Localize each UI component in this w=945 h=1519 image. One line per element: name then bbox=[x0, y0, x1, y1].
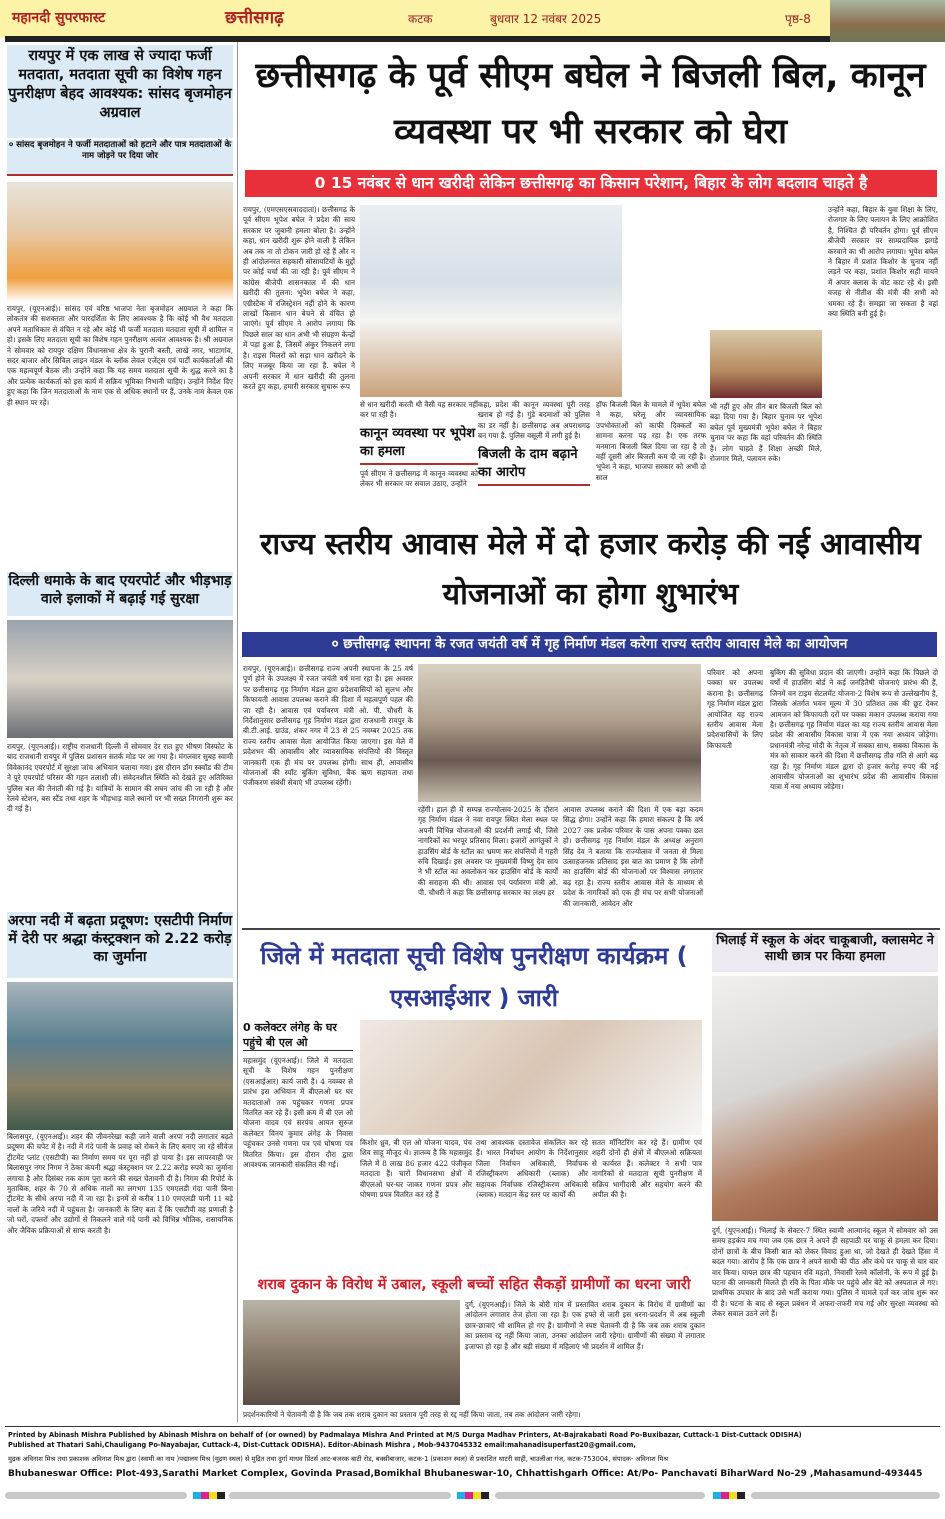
header-divider bbox=[5, 36, 830, 42]
sir-col-3: तथा आवश्यक दस्तावेज संकलित कर रहे हैं। भारत निर्वाचन आयोग के निर्देशानुसार जिला निर्वाचन अधिकारी, निर्वाचक रजिस्ट्रीकरण अधिकारी (ब्लाक) और सहायक निर्वाचक रजिस्ट्रीकरण अधिकारी (ब्लाक) मतदान केंद्र स्तर पर कार्यों की bbox=[476, 1138, 588, 1200]
housing-headline: राज्य स्तरीय आवास मेले में दो हजार करोड़ की नई आवासीय योजनाओं का होगा शुभारंभ bbox=[260, 527, 921, 612]
office-addresses: Bhubaneswar Office: Plot-493,Sarathi Market Complex, Govinda Prasad,Bomikhal Bhubaneswar-10, Chhattishgarh Office: At/Po- Panchavati BiharWard No-29 ,Mahasamund-493445 bbox=[8, 1469, 923, 1479]
cmyk-marks bbox=[457, 1492, 489, 1499]
column-rule bbox=[237, 42, 238, 1422]
lead-col-2b-text: पूर्व सीएम ने छत्तीसगढ़ में कानून व्यवस्था को लेकर भी सरकार पर सवाल उठाए, उन्होंने bbox=[360, 468, 478, 489]
baghel-photo bbox=[360, 205, 622, 397]
lead-col-3 bbox=[478, 400, 590, 490]
cmyk-marks bbox=[713, 1492, 745, 1499]
housing-col-4: परिवार को अपना पक्का घर उपलब्ध कराना है। छत्तीसगढ़ गृह निर्माण मंडल द्वारा आयोजित यह राज्य स्तरीय आवास मेला प्रदेशवासियों के लिए किफायती bbox=[707, 668, 763, 750]
liquor-last: प्रदर्शनकारियों ने चेतावनी दी है कि जब तक शराब दुकान का प्रस्ताव पूरी तरह से रद्द नहीं किया जाता, तब तक आंदोलन जारी रहेगा। bbox=[243, 1410, 581, 1419]
housing-col-3: आवास उपलब्ध कराने की दिशा में एक बड़ा कदम सिद्ध होगा। उन्होंने कहा कि हमारा संकल्प है कि वर्ष 2027 तक प्रत्येक परिवार के पास अपना पक्का छत हो। छत्तीसगढ़ गृह निर्माण मंडल के अध्यक्ष अनुराग सिंह देव ने बताया कि राज्योत्सव में जनता से मिला उत्साहजनक प्रतिसाद इस बात का प्रमाण है कि लोगों का हाउसिंग बोर्ड की योजनाओं पर विश्वास लगातार बढ़ रहा है। राज्य स्तरीय आवास मेले के माध्यम से प्रदेश के नागरिकों को एक ही मंच पर सभी योजनाओं की जानकारी, आवेदन और bbox=[563, 805, 703, 908]
protest-photo bbox=[243, 1300, 460, 1405]
knife-photo bbox=[712, 976, 938, 1221]
reg-bar bbox=[751, 1492, 940, 1499]
subhead-electricity: बिजली के दाम बढ़ाने का आरोप bbox=[478, 446, 590, 486]
sir-col-4: सतत मॉनिटरिंग कर रहे हैं। ग्रामीण एवं शहरी दोनों ही क्षेत्रों में बीएलओ सक्रियता से कार्यरत हैं। कलेक्टर ने सभी पात्र नागरिकों से मतदाता सूची पुनरीक्षण में सक्रिय भागीदारी और सहयोग करने की अपील की है। bbox=[592, 1138, 702, 1200]
masthead bbox=[0, 0, 945, 38]
lead-col-4: हॉफ बिजली बिल के मामले में भूपेश बघेल ने कहा, घरेलू और व्यावसायिक उपभोक्ताओं को काफी दिक्कतों का सामना करना पड़ रहा है। एक तरफ मनमाना बिजली बिल दिया जा रहा है तो वहीं दूसरी ओर बिजली कम दी जा रही है। भूपेश ने कहा, भाजपा सरकार को अभी दो साल bbox=[596, 400, 706, 482]
sir-col-1: महासमुंद (यूएनआई)। जिले में मतदाता सूची के विशेष गहन पुनरीक्षण (एसआईआर) कार्य जारी है। 4 नवम्बर से प्रारंभ इस अभियान में बीएलओ घर घर मतदाताओं तक पहुंचकर गणना प्रपत्र वितरित कर रहे हैं। इसी क्रम में बी एल ओ योजना वादव एवं सरपंच आयत सुरुज कलेक्टर विनय कुमार लंगेह के निवास पहुंचकर उनसे गणना पत्र एवं घोषणा पत्र वितरित किया। इस दौरान दौरा द्वारा आवश्यक जानकारी संकलित की गई। bbox=[243, 1056, 353, 1170]
housing-col-1: रायपुर, (यूएनआई)। छत्तीसगढ़ राज्य अपनी स्थापना के 25 वर्ष पूर्ण होने के उपलक्ष्य में रजत जयंती वर्ष मना रहा है। इस अवसर पर छत्तीसगढ़ गृह निर्माण मंडल द्वारा प्रदेशवासियों को सुलभ और किफायती आवास उपलब्ध कराने की दिशा में महत्वपूर्ण पहल की जा रही है। आवास एवं पर्यावरण मंत्री ओ. पी. चौधरी के निर्देशानुसार छत्तीसगढ़ गृह निर्माण मंडल द्वारा राजधानी रायपुर के बी.टी.आई. ग्राउंड, शंकर नगर में 23 से 25 नवम्बर 2025 तक राज्य स्तरीय आवास मेला आयोजित किया जाएगा। इस मेले में प्रदेशभर की आवासीय और व्यावसायिक संपत्तियों की विस्तृत जानकारी एक ही मंच पर उपलब्ध होगी। साथ ही, आवासीय योजनाओं की स्पॉट बुकिंग सुविधा, बैंक ऋण सहायता तथा पंजीकरण संबंधी सेवाएं भी उपलब्ध रहेंगी। bbox=[243, 664, 413, 788]
housing-strap: ० छत्तीसगढ़ स्थापना के रजत जयंती वर्ष में गृह निर्माण मंडल करेगा राज्य स्तरीय आवास मेले का आयोजन bbox=[242, 632, 937, 657]
registration-strip bbox=[5, 1492, 940, 1500]
housing-col-5: बुकिंग की सुविधा प्रदान की जाएगी। उन्होंने कहा कि पिछले दो वर्षों में हाउसिंग बोर्ड ने कई जनहितैषी योजनाएं प्रारंभ की हैं, जिनमें वन टाइम सेटलमेंट योजना-2 विशेष रूप से उल्लेखनीय है, जिसके अंतर्गत भवन मूल्य में 30 प्रतिशत तक की छूट देकर आमजन को किफायती दरों पर पक्का मकान उपलब्ध कराया गया है। छत्तीसगढ़ गृह निर्माण मंडल का यह राज्य स्तरीय आवास मेला प्रदेश की आवासीय विकास यात्रा में एक नया अध्याय जोड़ेगा। प्रधानमंत्री नरेन्द्र मोदी के नेतृत्व में सबका साथ, सबका विकास के मंत्र को साकार करने की दिशा में छत्तीसगढ़ तीव्र गति से आगे बढ़ रहा है। गृह निर्माण मंडल द्वारा दो हजार करोड़ रुपए की नई आवासीय योजनाओं का शुभारंभ प्रदेश की आवासीय विकास यात्रा में नया अध्याय जोड़ेगा। bbox=[770, 668, 938, 792]
airport-photo bbox=[7, 620, 233, 738]
reg-bar bbox=[495, 1492, 705, 1499]
knife-body: दुर्ग, (यूएनआई)। भिलाई के सेक्टर-7 स्थित स्वामी आत्मानंद स्कूल में सोमवार को उस समय हड़कंप मच गया जब एक छात्र ने अपने ही सहपाठी पर चाकू से हमला कर दिया। दोनों छात्रों के बीच किसी बात को लेकर विवाद हुआ था, जो देखते ही देखते हिंसा में बदल गया। आरोप है कि एक छात्र ने अपने साथी की पीठ और कंधे पर चाकू से चार बार वार किया। घायल छात्र की पहचान रवि महतो, निवासी रेलवे कॉलोनी, के रूप में हुई है। घटना की जानकारी मिलते ही रवि के पिता मौके पर पहुंचे और बेटे को अस्पताल ले गए। प्राथमिक उपचार के बाद उसे भर्ती कराया गया। पुलिस ने मामले दर्ज कर जांच शुरू कर दी है। घटना के बाद से स्कूल प्रबंधन में अफरा-तफरी मच गई और सुरक्षा व्यवस्था को लेकर सवाल उठने लगे हैं। bbox=[712, 1226, 938, 1319]
section-rule bbox=[242, 928, 940, 930]
housing-col-2: रहेंगी। हाल ही में सम्पन्न राज्योत्सव-2025 के दौरान गृह निर्माण मंडल ने नवा रायपुर स्थित मेला स्थल पर अपनी विभिन्न योजनाओं की प्रदर्शनी लगाई थी, जिसे नागरिकों का भरपूर प्रतिसाद मिला। हजारों आगंतुकों ने हाउसिंग बोर्ड के स्टॉल का भ्रमण कर संपत्तियों में गहरी रुचि दिखाई। इस अवसर पर मुख्यमंत्री विष्णु देव साय ने भी स्टॉल का अवलोकन कर हाउसिंग बोर्ड के कार्यों की सराहना की थी। आवास एवं पर्यावरण मंत्री ओ. पी. चौधरी ने कहा कि छत्तीसगढ़ सरकार का लक्ष्य हर bbox=[418, 805, 558, 898]
cmyk-marks bbox=[193, 1492, 225, 1499]
meeting-photo bbox=[418, 664, 701, 802]
section-name: छत्तीसगढ़ bbox=[225, 8, 284, 28]
temple-photo bbox=[830, 0, 945, 42]
lead-col-6: उन्होंने कहा, बिहार के युवा शिक्षा के लिए, रोजगार के लिए पलायन के लिए आक्रोशित है, निश्चित ही परिवर्तन होगा। पूर्व सीएम बीजेपी सरकार पर साम्प्रदायिक झगड़े करवाने का भी आरोप लगाया। भूपेश बघेल ने बिहार में प्रशांत किशोर के चुनाव नहीं लड़ने पर कहा, प्रशांत किशोर सही मायने में अपार क्लास के वोट काट रहे थे। इसी वजह से नीतीश की मंत्री की सभी को धमका रहे हैं। समझा जा सकता है वहां क्या स्थिति बनी हुई है। bbox=[828, 205, 938, 319]
left-body-1: रायपुर, (यूएनआई)। सांसद एवं वरिष्ठ भाजपा नेता बृजमोहन अग्रवाल ने कहा कि लोकतंत्र की सशक्तता और पारदर्शिता के लिए आवश्यक है कि कोई भी वैध मतदाता अपने मताधिकार से वंचित न रहे और कोई भी फर्जी मतदाता मतदाता सूची में शामिल न हो। इसके लिए मतदाता सूची का विशेष गहन पुनरीक्षण अत्यंत आवश्यक है। श्री अग्रवाल ने सोमवार को रायपुर दक्षिण विधानसभा क्षेत्र के पुरानी बस्ती, लाखे नगर, भाटागांव, सदर बाजार और सिविल लाइन मंडल के ब्लॉक लेवल एजेंट्स एवं पार्टी कार्यकर्ताओं की एक महत्वपूर्ण बैठक ली। उन्होंने कहा कि यह समय मतदाता सूची के शुद्ध करने का है और प्रत्येक कार्यकर्ता को इस कार्य में सक्रिय भूमिका निभानी चाहिए। उन्होंने निर्देश दिए हुए कहा कि जिन मतदाताओं के नाम एक से अधिक स्थानों पर हैं, उनके नाम केवल एक ही स्थान पर रहें। bbox=[7, 304, 233, 407]
liquor-headline: शराब दुकान के विरोध में उबाल, स्कूली बच्चों सहित सैकड़ों ग्रामीणों का धरना जारी bbox=[257, 1277, 691, 1293]
lead-col-5: भी नहीं हुए और तीन बार बिजली बिल को बढ़ा दिया गया है। बिहार चुनाव पर भूपेश बघेल पूर्व मुख्यमंत्री भूपेश बघेल ने बिहार चुनाव पर कहा कि वहां परिवर्तन की स्थिति है। लोग चाहते हैं शिक्षा अच्छी मिले, रोजगार मिले, पलायन रुके। bbox=[710, 402, 822, 464]
reg-bar bbox=[5, 1492, 187, 1499]
river-photo bbox=[7, 982, 233, 1130]
date: बुधवार 12 नवंबर 2025 bbox=[490, 12, 602, 26]
woman-photo bbox=[710, 330, 822, 398]
subhead-law: कानून व्यवस्था पर भूपेश का हमला bbox=[360, 425, 478, 465]
lead-col-2-text: से धान खरीदी करती थी वैसी यह सरकार नहीं कर पा रही है। bbox=[360, 400, 478, 420]
left-body-2: रायपुर, (यूएनआई)। राष्ट्रीय राजधानी दिल्ली में सोमवार देर रात हुए भीषण विस्फोट के बाद राजधानी रायपुर में पुलिस प्रशासन सतर्क मोड पर आ गया है। मंगलवार सुबह स्वामी विवेकानंद एयरपोर्ट में सुरक्षा जांच अभियान चलाया गया। इस दौरान डॉग स्क्वॉड की टीम ने पूरे एयरपोर्ट परिसर की गहन तलाशी ली। संवेदनशील स्थिति को देखते हुए अतिरिक्त पुलिस बल की तैनाती की गई है। यात्रियों के सामान की सघन जांच की जा रही है और रेलवे स्टेशन, बस स्टैंड तथा शहर के भीड़भाड़ वाले स्थानों पर भी सख्त निगरानी शुरू कर दी गई है। bbox=[7, 742, 233, 814]
lead-headline: छत्तीसगढ़ के पूर्व सीएम बघेल ने बिजली बिल, कानून व्यवस्था पर भी सरकार को घेरा bbox=[255, 56, 926, 152]
left-headline-2: दिल्ली धमाके के बाद एयरपोर्ट और भीड़भाड़ वाले इलाकों में बढ़ाई गई सुरक्षा bbox=[7, 572, 233, 616]
sir-col-2: किशोर ध्रुव, बी एल ओ योजना यादव, पंच शिव साहू मौजूद थे। ज्ञातव्य है कि महासमुंद जिले में 8 लाख 86 हजार 422 पंजीकृत मतदाता हैं। चारों विधानसभा क्षेत्रों में बीएलओ घर-घर जाकर गणना प्रपत्र और घोषणा प्रपत्र वितरित कर रहे हैं bbox=[360, 1138, 472, 1200]
lead-strap: 0 15 नवंबर से धान खरीदी लेकिन छत्तीसगढ़ का किसान परेशान, बिहार के लोग बदलाव चाहते है bbox=[245, 170, 937, 197]
city: कटक bbox=[408, 12, 433, 26]
left-body-3: बिलासपुर, (यूएनआई)। शहर की जीवनरेखा कही जाने वाली अरपा नदी लगातार बढ़ते प्रदूषण की चपेट में है। नदी में गंदे पानी के प्रवाह को रोकने के लिए बनाए जा रहे सीवेज ट्रीटमेंट प्लांट (एसटीपी) का निर्माण समय पर पूरा नहीं हो पाया है। इस लापरवाही पर बिलासपुर नगर निगम ने ठेका कंपनी श्रद्धा कंस्ट्रक्शन पर 2.22 करोड़ रुपये का जुर्माना लगाया है और दिसंबर तक काम पूरा करने की सख्त चेतावनी दी है। निगम की रिपोर्ट के मुताबिक, शहर के 70 से अधिक नालों का लगभग 135 एमएलडी गंदा पानी बिना ट्रीटमेंट के सीधे अरपा नदी में जा रहा है। इनमें से करीब 110 एमएलडी पानी 11 बड़े नालों के जरिये नदी में पहुंचता है। जानकारी के लिए बता दें कि एसटीपी वह प्रणाली है जो घरों, दफ्तरों और उद्योगों से निकलने वाले गंदे पानी को विभिन्न भौतिक, रासायनिक और जैविक प्रक्रियाओं से साफ करती है। bbox=[7, 1132, 233, 1235]
imprint-line-3: मुद्रक अविनाश मिश्र तथा प्रकाशक अविनाश मिश्र द्वारा (स्वामी का नाम )पद्मालय मिश्र (मुद्रण स्थल) से मुद्रित तथा दुर्गा माधव प्रिंटर्स आट-बजरक बाटी रोड, बक्सीबाजार, कटक-1 (प्रकाशन स्थल) से प्रकाशित थाटरी साही, चाउलीआ गंज, कटक-753004, संपादक- अविनाश मिश्र bbox=[8, 1455, 669, 1463]
imprint-line-2: Published at Thatari Sahi,Chauligang Po-Nayabajar, Cuttack-4, Dist-Cuttack ODISHA). Editor-Abinash Mishra , Mob-9437045332 email:mahanadisuperfast20@gmail.com, bbox=[8, 1441, 636, 1449]
footer-rule bbox=[5, 1426, 940, 1427]
left-headline-3: अरपा नदी में बढ़ता प्रदूषण: एसटीपी निर्माण में देरी पर श्रद्धा कंस्ट्रक्शन को 2.22 करोड़ का जुर्माना bbox=[7, 912, 233, 978]
liquor-body: दुर्ग, (यूएनआई)। जिले के बोरी गांव में प्रस्तावित शराब दुकान के विरोध में ग्रामीणों का आंदोलन लगातार तेज होता जा रहा है। एक हफ्ते से जारी इस धरना-प्रदर्शन में अब स्कूली छात्र-छात्राएं भी शामिल हो गए हैं। ग्रामीणों ने स्पष्ट चेतावनी दी है कि जब तक शराब दुकान का प्रस्ताव रद्द नहीं किया जाता, उनका आंदोलन जारी रहेगा। ग्रामीणों की संख्या में लगातार इजाफा हो रहा है और बड़ी संख्या में महिलाएं भी प्रदर्शन में शामिल हैं। bbox=[465, 1300, 705, 1351]
sir-headline: जिले में मतदाता सूची विशेष पुनरीक्षण कार्यक्रम ( एसआईआर ) जारी bbox=[260, 942, 688, 1012]
imprint-line-1: Printed by Abinash Mishra Published by Abinash Mishra on behalf of (or owned) by Padmalaya Mishra And Printed at M/S Durga Madhav Printers, At-Bajrakabati Road Po-Buxibazar, Cuttack-1 Dist-Cuttack ODISHA) bbox=[8, 1431, 802, 1439]
lead-col-3-text: कहा, प्रदेश की कानून व्यवस्था पूरी तरह खराब हो गई है। गुंडे बदमाशों को पुलिस का डर नहीं है। छत्तीसगढ़ अब अपराधगढ़ बन गया है. पुलिस वसूली में लगी हुई है। bbox=[478, 400, 590, 441]
left-deck-1: ० सांसद बृजमोहन ने फर्जी मतदाताओं को हटाने और पात्र मतदाताओं के नाम जोड़ने पर दिया जोर bbox=[7, 140, 233, 176]
knife-headline: भिलाई में स्कूल के अंदर चाकूबाजी, क्लासमेट ने साथी छात्र पर किया हमला bbox=[712, 932, 938, 972]
page-number: पृष्ठ-8 bbox=[785, 12, 811, 26]
lead-col-1: रायपुर, (एमएसएसवाददाता)। छत्तीसगढ़ के पूर्व सीएम भूपेश बघेल ने प्रदेश की साय सरकार पर जुबानी हमला बोला है। उन्होंने कहा, धान खरीदी शुरू होने वाली है लेकिन अब तक ना तो टोकन जारी हो रहे हैं और न ही आंदोलनरत सहकारी सोसायटियों के मुद्दों पर कोई चर्चा की जा रही है। पूर्व सीएम ने कांग्रेस बीजेपी शासनकाल में की धान खरीदी की तुलना: भूपेश बघेल ने कहा, एग्रीस्टैक में रजिस्ट्रेशन नहीं होने के कारण लाखों किसान धान बेचने से वंचित हो जाएंगे। पूर्व सीएम ने आरोप लगाया कि पिछले साल का धान अभी भी संग्रहण केन्द्रों में पड़ा हुआ है, जिसमें अंकुर निकलने लगा है। राइस मिलरों को सड़ा धान खरीदने के लिए मजबूर किया जा रहा है. बघेल ने अपनी सरकार में धान खरीदी की तुलना करते हुए कहा, हमारी सरकार सुचारू रूप bbox=[243, 205, 355, 391]
lead-col-2 bbox=[360, 400, 478, 490]
sir-subhead: 0 कलेक्टर लंगेह के घर पहुंचे बी एल ओ bbox=[243, 1020, 353, 1051]
left-headline-1: रायपुर में एक लाख से ज्यादा फर्जी मतदाता, मतदाता सूची का विशेष गहन पुनरीक्षण बेहद आवश्यक: सांसद बृजमोहन अग्रवाल bbox=[7, 45, 233, 138]
paper-name: महानदी सुपरफास्ट bbox=[12, 10, 106, 26]
mp-photo bbox=[7, 182, 233, 302]
imprint bbox=[8, 1430, 938, 1479]
form-photo bbox=[360, 1020, 702, 1135]
reg-bar bbox=[229, 1492, 451, 1499]
